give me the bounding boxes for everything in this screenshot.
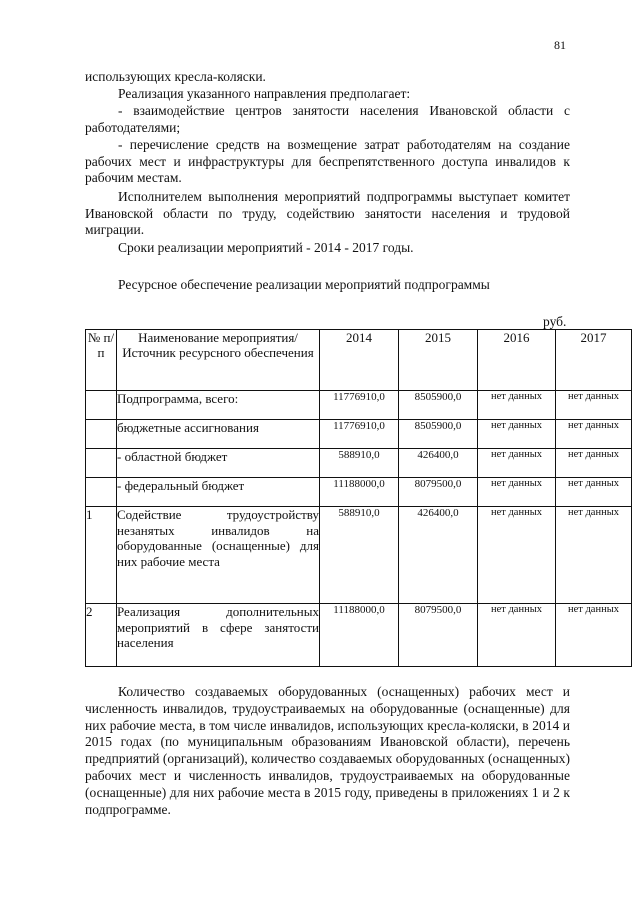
- row-value-2015: 8505900,0: [399, 391, 478, 420]
- table-row: [86, 478, 632, 507]
- row-value-2015: 426400,0: [399, 449, 478, 478]
- table-row: [86, 420, 632, 449]
- table-row: [86, 391, 632, 420]
- header-number: № п/п: [86, 330, 117, 391]
- row-value-2014: 11776910,0: [320, 420, 399, 449]
- row-name: бюджетные ассигнования: [117, 420, 320, 449]
- paragraph-direction-intro: Реализация указанного направления предполагает:: [118, 86, 411, 101]
- row-number: [86, 478, 117, 507]
- row-value-2017: нет данных: [556, 604, 632, 667]
- row-value-2015: 8079500,0: [399, 478, 478, 507]
- row-number: [86, 420, 117, 449]
- row-value-2016: нет данных: [478, 478, 556, 507]
- row-name: Подпрограмма, всего:: [117, 391, 320, 420]
- paragraph-executor: Исполнителем выполнения мероприятий подпрограммы выступает комитет Ивановской области по труду, содействию занятости населения и трудовой миграции.: [85, 189, 570, 237]
- row-value-2014: 588910,0: [320, 449, 399, 478]
- header-2014: 2014: [320, 330, 399, 391]
- row-value-2016: нет данных: [478, 507, 556, 604]
- row-value-2014: 11776910,0: [320, 391, 399, 420]
- table-row: [86, 604, 632, 667]
- row-value-2017: нет данных: [556, 478, 632, 507]
- header-2017: 2017: [556, 330, 632, 391]
- row-value-2014: 11188000,0: [320, 604, 399, 667]
- row-value-2017: нет данных: [556, 391, 632, 420]
- header-2015: 2015: [399, 330, 478, 391]
- paragraph-continuation: использующих кресла-коляски.: [85, 69, 266, 84]
- table-row: [86, 449, 632, 478]
- row-value-2017: нет данных: [556, 449, 632, 478]
- table-row: [86, 507, 632, 604]
- row-name: Содействие трудоустройству незанятых инвалидов на оборудованные (оснащенные) для них рабочие места: [117, 507, 320, 604]
- row-name: Реализация дополнительных мероприятий в сфере занятости населения: [117, 604, 320, 667]
- row-value-2016: нет данных: [478, 420, 556, 449]
- paragraph-reimbursement: - перечисление средств на возмещение затрат работодателям на создание рабочих мест и инфраструктуры для беспрепятственного доступа инвалидов к рабочим местам.: [85, 137, 570, 185]
- row-value-2016: нет данных: [478, 604, 556, 667]
- row-name: - федеральный бюджет: [117, 478, 320, 507]
- header-name: Наименование мероприятия/Источник ресурсного обеспечения: [117, 330, 320, 391]
- row-value-2015: 8505900,0: [399, 420, 478, 449]
- row-value-2016: нет данных: [478, 449, 556, 478]
- row-value-2016: нет данных: [478, 391, 556, 420]
- row-value-2017: нет данных: [556, 420, 632, 449]
- row-number: 1: [86, 507, 117, 604]
- row-number: [86, 391, 117, 420]
- row-number: 2: [86, 604, 117, 667]
- row-name: - областной бюджет: [117, 449, 320, 478]
- currency-unit: руб.: [543, 314, 567, 329]
- page-number: 81: [554, 38, 566, 52]
- table-caption: Ресурсное обеспечение реализации мероприятий подпрограммы: [118, 277, 490, 292]
- row-value-2017: нет данных: [556, 507, 632, 604]
- paragraph-quantity: Количество создаваемых оборудованных (оснащенных) рабочих мест и численность инвалидов, трудоустраиваемых на оборудованные (оснащенные) для них рабочие места, в том числе инвалидов, использующих кресла-коляски, в 2014 и 2015 годах (по муниципальным образованиям Ивановской области), перечень предприятий (организаций), количество создаваемых оборудованных (оснащенных) рабочих мест и численность инвалидов, трудоустраиваемых на оборудованные (оснащенные) для них рабочие места в 2015 году, приведены в приложениях 1 и 2 к подпрограмме.: [85, 684, 570, 817]
- funding-table: [85, 329, 632, 667]
- paragraph-interaction: - взаимодействие центров занятости населения Ивановской области с работодателями;: [85, 103, 570, 135]
- row-value-2014: 11188000,0: [320, 478, 399, 507]
- row-value-2014: 588910,0: [320, 507, 399, 604]
- row-number: [86, 449, 117, 478]
- row-value-2015: 8079500,0: [399, 604, 478, 667]
- row-value-2015: 426400,0: [399, 507, 478, 604]
- header-2016: 2016: [478, 330, 556, 391]
- table-header-row: [86, 330, 632, 391]
- paragraph-terms: Сроки реализации мероприятий - 2014 - 2017 годы.: [118, 240, 414, 255]
